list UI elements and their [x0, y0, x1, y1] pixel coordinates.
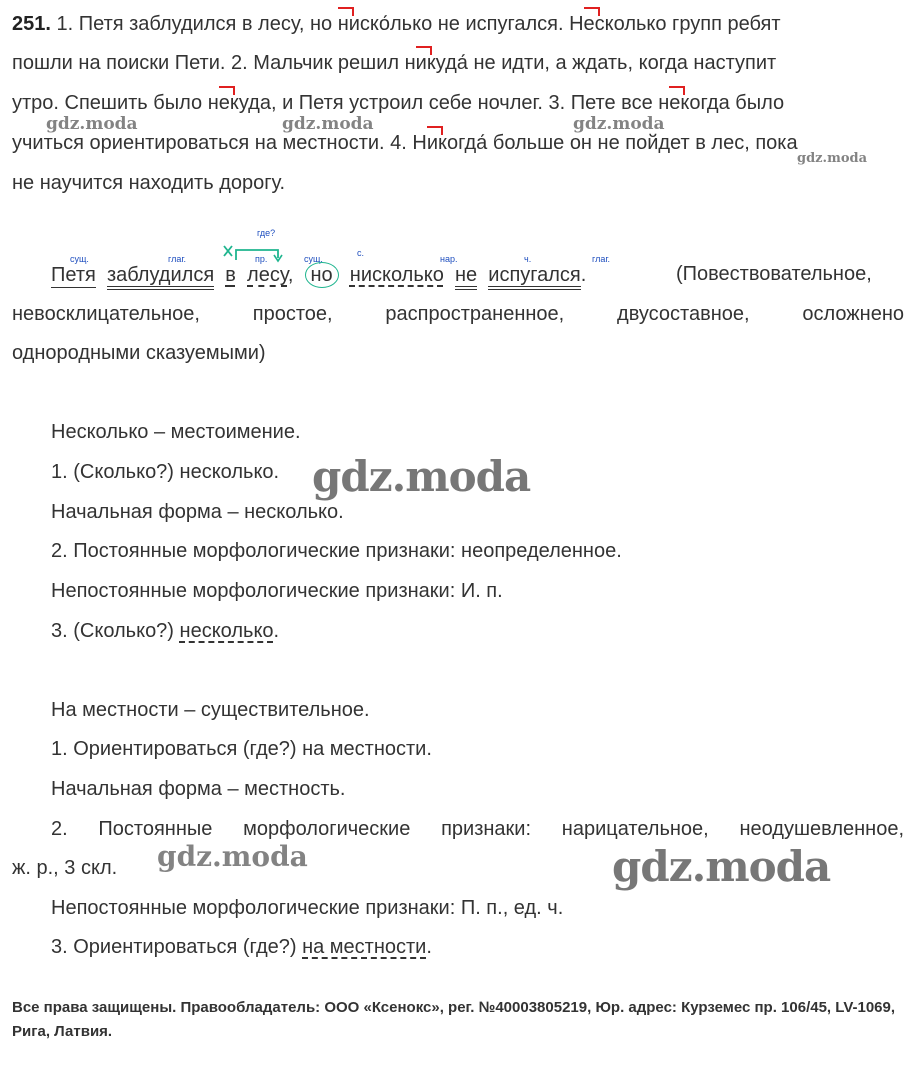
morph1-p1: 1. (Сколько?) несколько.: [51, 461, 280, 483]
text: когда было: [680, 92, 785, 114]
task-line-5: не научится находить дорогу.: [12, 172, 286, 194]
predicate: заблудился: [107, 264, 214, 290]
morph2-p2b: ж. р., 3 скл.: [12, 857, 118, 879]
morph2-p1: 1. Ориентироваться (где?) на местности.: [51, 738, 432, 760]
tag-conj: с.: [357, 248, 365, 258]
tag-prep: пр.: [255, 254, 268, 264]
morph2-nonconst: Непостоянные морфологические признаки: П. п., ед. ч.: [51, 897, 564, 919]
watermark: gdz.moda: [46, 114, 138, 134]
tag-noun-1: сущ.: [70, 254, 89, 264]
morph1-title: Несколько – местоимение.: [51, 421, 301, 443]
text: Н: [412, 132, 427, 154]
stress-mark: е: [583, 13, 595, 35]
circumstance: лесу: [247, 264, 288, 286]
tag-verb-1: глаг.: [168, 254, 187, 264]
morph1-initial: Начальная форма – несколько.: [51, 501, 344, 523]
tag-noun-2: сущ.: [304, 254, 323, 264]
morph1-p3: [51, 619, 279, 643]
morph1-p2: 2. Постоянные морфологические признаки: неопределенное.: [51, 540, 622, 562]
copyright-footer: Все права защищены. Правообладатель: ООО «Ксенокс», рег. №40003805219, Юр. адрес: Курземес пр. 106/45, LV-1069, Рига, Латвия.: [12, 999, 896, 1040]
text: утро. Спешить было: [12, 92, 208, 114]
task-line-4: [12, 131, 798, 155]
morph2-p3: [51, 935, 432, 959]
tag-adverb: нар.: [440, 254, 458, 264]
stress-mark: е: [669, 92, 681, 114]
tag-verb-2: глаг.: [592, 254, 611, 264]
text: н: [658, 92, 670, 114]
text: .: [580, 264, 587, 286]
watermark: gdz.moda: [573, 114, 665, 134]
text: куда, и Петя устроил себе ночлег. 3. Пете все: [229, 92, 659, 114]
circumstance: нисколько: [349, 264, 444, 286]
parse-char-1: (Повествовательное,: [676, 263, 872, 285]
text: .: [273, 620, 280, 642]
text: .: [426, 936, 432, 958]
task-line-1: [12, 12, 781, 36]
predicate: не: [455, 264, 477, 290]
parse-char-3: однородными сказуемыми): [12, 342, 266, 364]
text: ско́лько не испугался.: [359, 13, 570, 35]
stress-mark: и: [426, 132, 439, 154]
text: Н: [569, 13, 584, 35]
stress-mark: ни: [337, 13, 360, 35]
text: 3. (Сколько?): [51, 620, 180, 642]
circumstance: несколько: [179, 620, 274, 642]
watermark: gdz.moda: [612, 842, 831, 891]
tag-question: где?: [257, 228, 276, 238]
text: 1. Петя заблудился в лесу, но: [56, 13, 338, 35]
task-line-3: [12, 91, 784, 115]
predicate: испугался: [488, 264, 580, 290]
text: учиться ориентироваться на местности. 4.: [12, 132, 413, 154]
text: н: [404, 52, 416, 74]
stress-mark: е: [218, 92, 230, 114]
watermark: gdz.moda: [312, 452, 531, 501]
text: пошли на поиски Пети. 2. Мальчик решил: [12, 52, 405, 74]
circumstance: в: [225, 264, 236, 286]
text: сколько групп ребят: [594, 13, 781, 35]
task-line-2: [12, 51, 776, 75]
morph1-nonconst: Непостоянные морфологические признаки: И. п.: [51, 580, 503, 602]
text: н: [207, 92, 219, 114]
subject: Петя: [51, 264, 96, 286]
text: когда́ больше он не пойдет в лес, пока: [438, 132, 798, 154]
watermark: gdz.moda: [157, 840, 308, 873]
text: куда́ не идти, а ждать, когда наступит: [426, 52, 777, 74]
text: 3. Ориентироваться (где?): [51, 936, 303, 958]
watermark: gdz.moda: [797, 151, 868, 166]
morph2-p2: 2. Постоянные морфологические признаки: нарицательное, неодушевленное,: [51, 818, 904, 840]
parsed-sentence: Петя заблудился в лесу, но нисколько не испугался.: [51, 262, 586, 288]
conjunction: но: [305, 262, 339, 288]
morph2-initial: Начальная форма – местность.: [51, 778, 346, 800]
watermark: gdz.moda: [282, 114, 374, 134]
stress-mark: и: [415, 52, 427, 74]
parse-char-2: невосклицательное, простое, распространенное, двусоставное, осложнено: [12, 303, 904, 325]
morph2-title: На местности – существительное.: [51, 699, 370, 721]
task-number: 251.: [12, 13, 51, 35]
tag-particle: ч.: [524, 254, 532, 264]
circumstance: на местности: [302, 936, 427, 958]
